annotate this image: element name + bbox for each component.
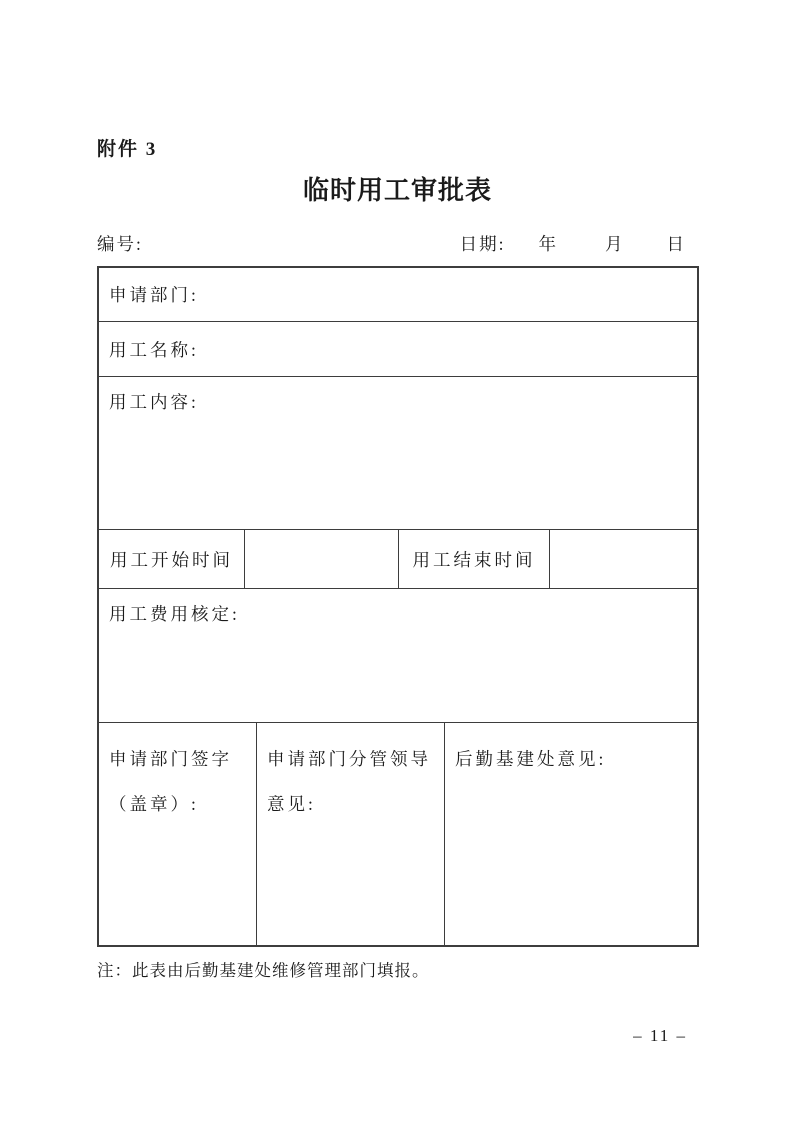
start-time-value-cell [245, 530, 399, 588]
meta-row [97, 231, 698, 256]
form-title: 临时用工审批表 [302, 176, 492, 205]
applying-department-label: 申请部门: [109, 285, 199, 305]
row-labor-cost [99, 589, 697, 723]
end-time-label: 用工结束时间 [412, 549, 536, 570]
date-year-label: 年 [538, 234, 558, 254]
approval-form-table [97, 266, 699, 947]
leader-opinion-line1: 申请部门分管领导 [267, 749, 431, 769]
row-signatures [99, 723, 697, 945]
date-label: 日期: [459, 234, 506, 254]
end-time-label-cell [399, 530, 550, 588]
logistics-opinion-label: 后勤基建处意见: [455, 749, 607, 769]
number-label: 编号: [97, 234, 143, 254]
date-day-label: 日 [666, 234, 686, 254]
leader-opinion-cell [257, 723, 445, 945]
date-month-label: 月 [605, 234, 625, 254]
row-labor-times [99, 530, 697, 589]
row-labor-content [99, 377, 697, 530]
leader-opinion-line2: 意见: [267, 794, 316, 814]
labor-name-label: 用工名称: [109, 339, 199, 360]
dept-signature-line1: 申请部门签字 [109, 749, 232, 769]
row-applying-department [99, 268, 697, 322]
start-time-label: 用工开始时间 [110, 549, 233, 570]
logistics-opinion-cell [445, 723, 697, 945]
dept-signature-line2: （盖章）: [109, 794, 199, 814]
page-number: – 11 – [633, 1026, 687, 1045]
start-time-label-cell [99, 530, 245, 588]
labor-content-label: 用工内容: [109, 392, 199, 412]
attachment-label: 附件 3 [97, 139, 158, 160]
end-time-value-cell [550, 530, 697, 588]
labor-cost-label: 用工费用核定: [109, 604, 240, 624]
dept-signature-cell [99, 723, 257, 945]
note-text: 注：此表由后勤基建处维修管理部门填报。 [97, 961, 430, 980]
row-labor-name [99, 322, 697, 377]
